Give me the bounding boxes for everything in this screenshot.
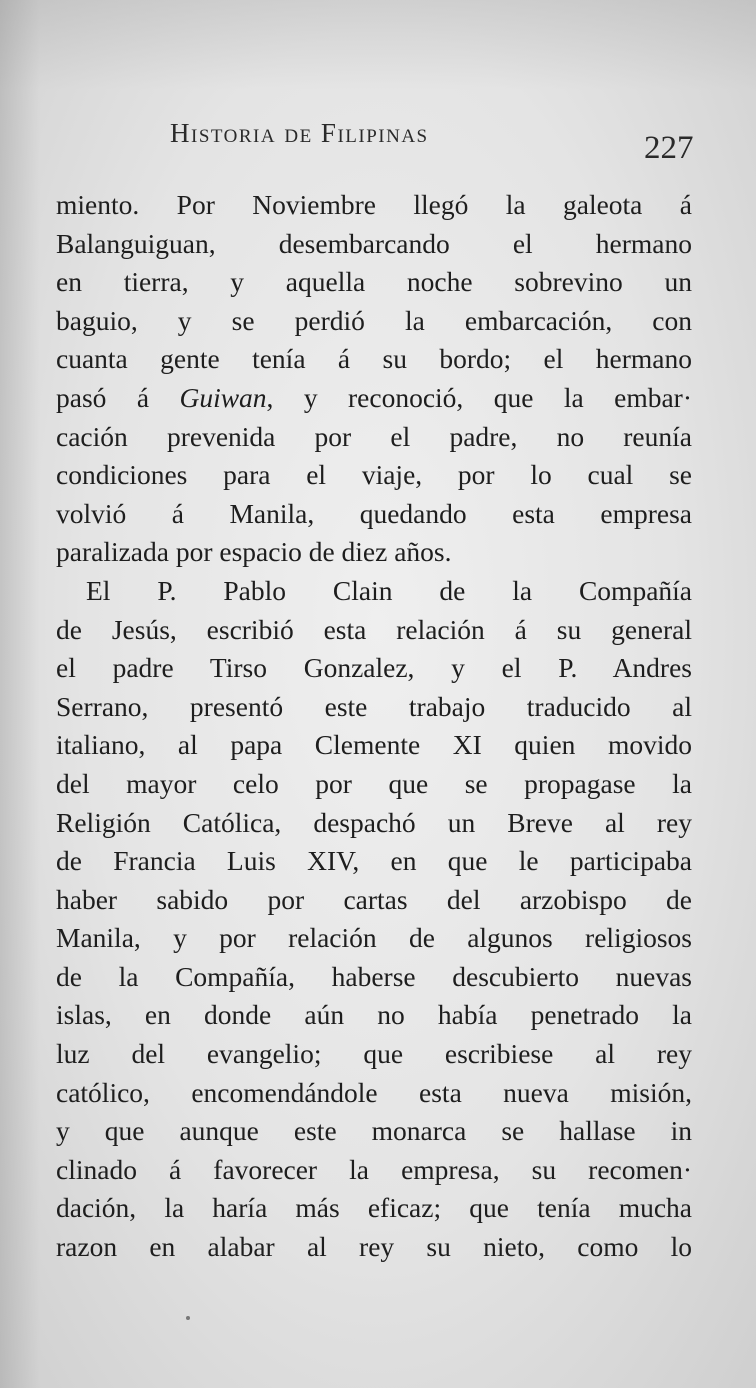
text-line: cuanta gente tenía á su bordo; el hermano [56, 343, 692, 375]
text-line: miento. Por Noviembre llegó la galeota á [56, 189, 692, 220]
page-shadow-left [0, 0, 40, 1388]
text-line: cación prevenida por el padre, no reunía [56, 420, 692, 452]
text-line: dación, la haría más eficaz; que tenía mucha [56, 1192, 692, 1224]
text-line: baguio, y se perdió la embarcación, con [56, 304, 692, 336]
italic-place-name: Guiwan [179, 381, 267, 413]
text-line: Serrano, presentó este trabajo traducido al [56, 690, 692, 722]
text-line: haber sabido por cartas del arzobispo de [56, 883, 692, 915]
text-line: Religión Católica, despachó un Breve al rey [56, 806, 692, 838]
text-line: y que aunque este monarca se hallase in [56, 1115, 692, 1147]
text-line: Manila, y por relación de algunos religiosos [56, 922, 692, 954]
page-shadow-top [0, 0, 756, 90]
text-line: católico, encomendándole esta nueva misión, [56, 1076, 692, 1108]
text-line: clinado á favorecer la empresa, su recomen· [56, 1153, 692, 1185]
text-line: del mayor celo por que se propagase la [56, 767, 692, 799]
page-number: 227 [644, 130, 694, 166]
text-line: de Jesús, escribió esta relación á su general [56, 613, 692, 645]
text-line: pasó á Guiwan, y reconoció, que la embar· [56, 381, 692, 413]
text-line: luz del evangelio; que escribiese al rey [56, 1038, 692, 1070]
text-line: italiano, al papa Clemente XI quien movido [56, 729, 692, 761]
text-line: de la Compañía, haberse descubierto nuevas [56, 960, 692, 992]
ink-speck [186, 1316, 190, 1320]
text-line: el padre Tirso Gonzalez, y el P. Andres [56, 652, 692, 684]
text-line: en tierra, y aquella noche sobrevino un [56, 266, 692, 298]
text-line: de Francia Luis XIV, en que le participaba [56, 845, 692, 877]
text-line: El P. Pablo Clain de la Compañía [86, 574, 692, 606]
running-title: Historia de Filipinas [170, 118, 429, 148]
text-line: paralizada por espacio de diez años. [56, 536, 452, 568]
text-line: Balanguiguan, desembarcando el hermano [56, 227, 692, 259]
body-text [56, 186, 692, 1267]
text-line: islas, en donde aún no había penetrado la [56, 999, 692, 1031]
text-line: volvió á Manila, quedando esta empresa [56, 497, 692, 529]
text-line: razon en alabar al rey su nieto, como lo [56, 1231, 692, 1263]
text-line: condiciones para el viaje, por lo cual se [56, 459, 692, 491]
